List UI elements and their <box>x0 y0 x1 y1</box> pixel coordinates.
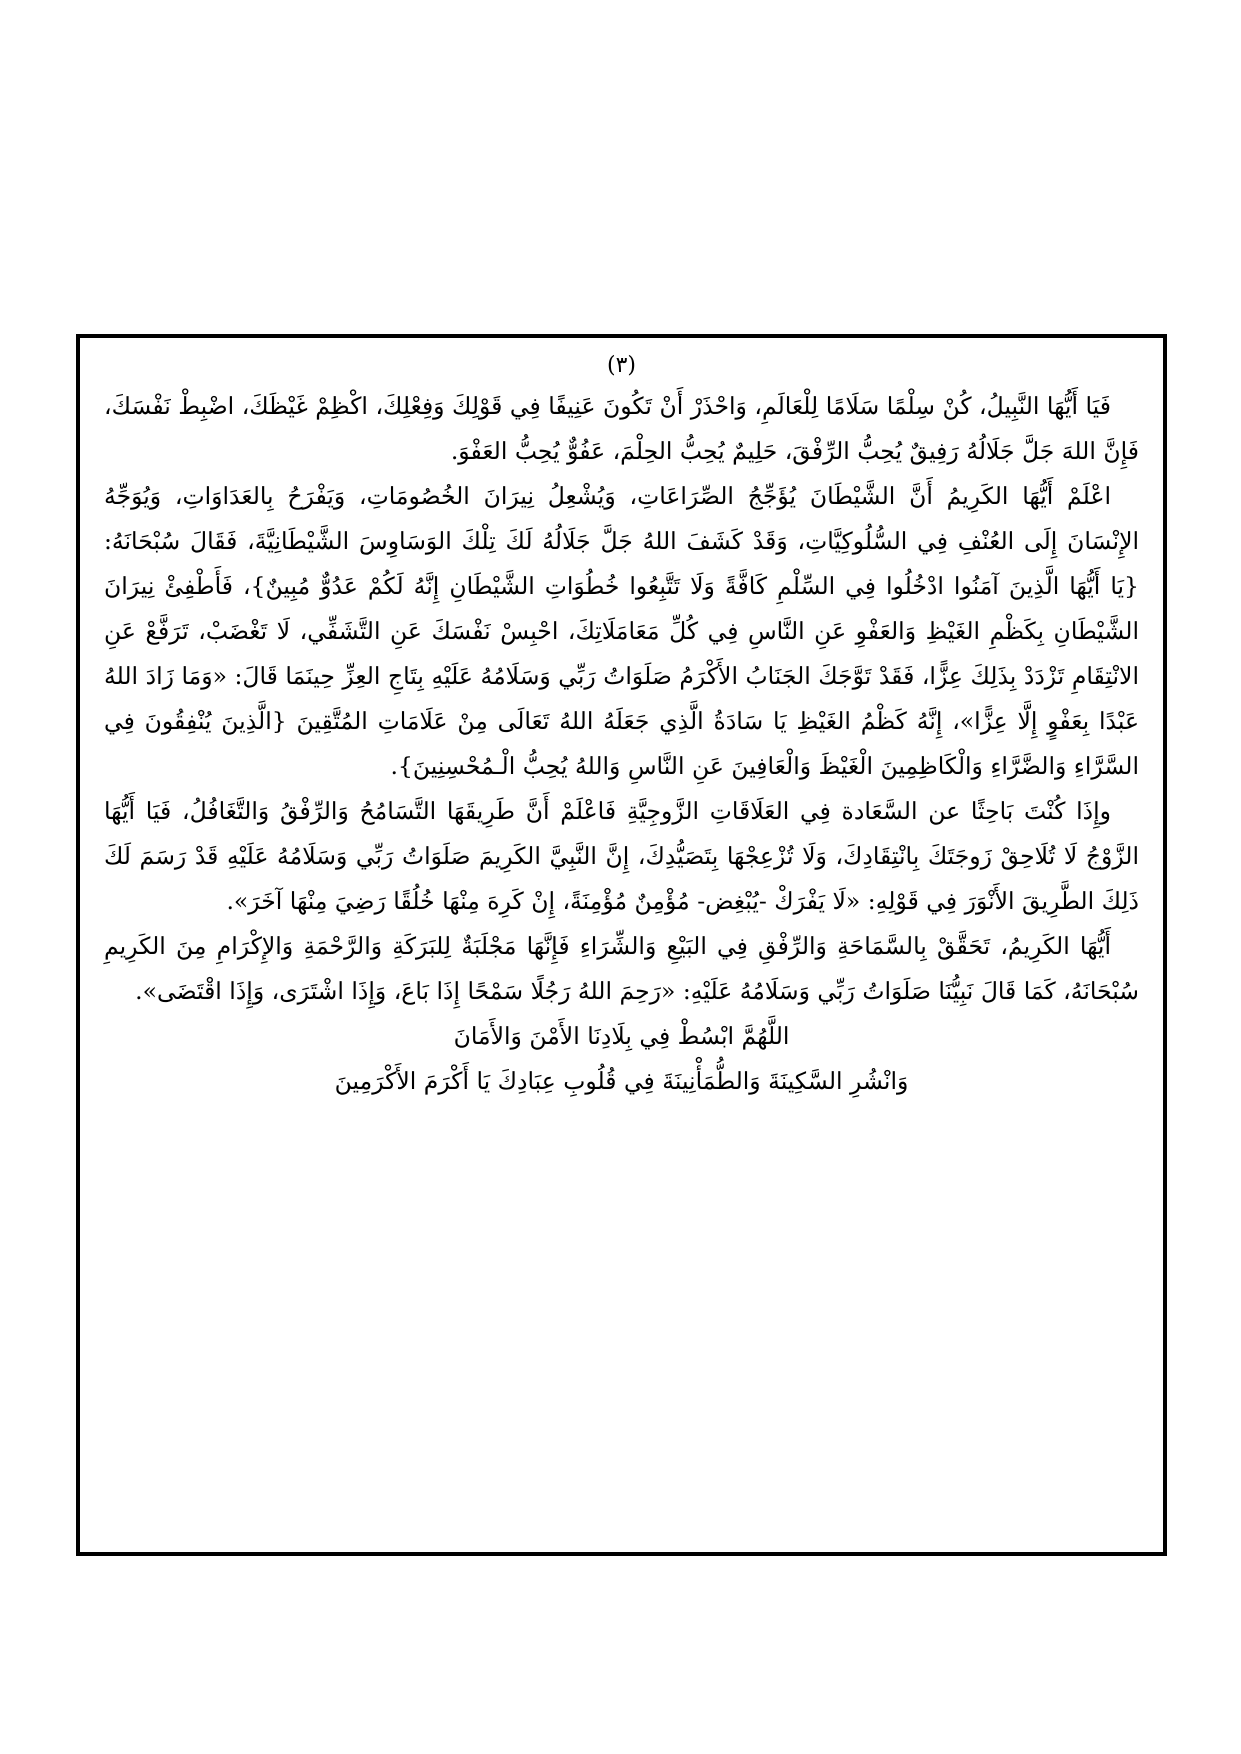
paragraph-1: فَيَا أَيُّهَا النَّبِيلُ، كُنْ سِلْمًا سَلَامًا لِلْعَالَمِ، وَاحْذَرْ أَنْ تَكُونَ عَنِيفًا فِي قَوْلِكَ وَفِعْلِكَ، اكْظِمْ غَيْظَكَ، اضْبِطْ نَفْسَكَ، فَإِنَّ اللهَ جَلَّ جَلَالُهُ رَفِيقٌ يُحِبُّ الرِّفْقَ، حَلِيمٌ يُحِبُّ الحِلْمَ، عَفُوٌّ يُحِبُّ العَفْوَ. <box>104 392 1139 465</box>
page-number: (٣) <box>606 353 636 378</box>
paragraph-4: أَيُّهَا الكَرِيمُ، تَحَقَّقْ بِالسَّمَاحَةِ وَالرِّفْقِ فِي البَيْعِ وَالشِّرَاءِ فَإِنَّهَا مَجْلَبَةٌ لِلبَرَكَةِ وَالرَّحْمَةِ وَالإِكْرَامِ مِنَ الكَرِيمِ سُبْحَانَهُ، كَمَا قَالَ نَبِيُّنَا صَلَوَاتُ رَبِّي وَسَلَامُهُ عَلَيْهِ: «رَحِمَ اللهُ رَجُلًا سَمْحًا إِذَا بَاعَ، وَإِذَا اشْتَرَى، وَإِذَا اقْتَضَى». <box>104 932 1139 1005</box>
closing-line-1: اللَّهُمَّ ابْسُطْ فِي بِلَادِنَا الأَمْنَ وَالأَمَانَ <box>453 1022 790 1050</box>
closing-line-2: وَانْشُرِ السَّكِينَةَ وَالطُّمَأْنِينَةَ فِي قُلُوبِ عِبَادِكَ يَا أَكْرَمَ الأَكْرَمِينَ <box>334 1067 909 1095</box>
paragraph-3: وإِذَا كُنْتَ بَاحِثًا عن السَّعَادة فِي العَلَاقَاتِ الزَّوجِيَّةِ فَاعْلَمْ أَنَّ طَرِيقَهَا التَّسَامُحُ وَالرِّفْقُ وَالتَّغَافُلُ، فَيَا أَيُّهَا الزَّوْجُ لَا تُلَاحِقْ زَوجَتَكَ بِانْتِقَادِكَ، وَلَا تُزْعِجْهَا بِتَصَيُّدِكَ، إِنَّ النَّبِيَّ الكَرِيمَ صَلَوَاتُ رَبِّي وَسَلَامُهُ عَلَيْهِ قَدْ رَسَمَ لَكَ ذَلِكَ الطَّرِيقَ الأَنْوَرَ فِي قَوْلِهِ: «لَا يَفْرَكْ -يُبْغِض- مُؤْمِنٌ مُؤْمِنَةً، إِنْ كَرِهَ مِنْهَا خُلُقًا رَضِيَ مِنْهَا آخَرَ». <box>104 797 1139 915</box>
document-frame <box>76 334 1167 1556</box>
document-body <box>104 384 1139 1104</box>
paragraph-2: اعْلَمْ أَيُّهَا الكَرِيمُ أَنَّ الشَّيْطَانَ يُؤَجِّجُ الصِّرَاعَاتِ، وَيُشْعِلُ نِيرَانَ الخُصُومَاتِ، وَيَفْرَحُ بِالعَدَاوَاتِ، وَيُوَجِّهُ الإِنْسَانَ إِلَى العُنْفِ فِي السُّلُوكِيَّاتِ، وَقَدْ كَشَفَ اللهُ جَلَّ جَلَالُهُ لَكَ تِلْكَ الوَسَاوِسَ الشَّيْطَانِيَّةَ، فَقَالَ سُبْحَانَهُ: {يَا أَيُّهَا الَّذِينَ آمَنُوا ادْخُلُوا فِي السِّلْمِ كَافَّةً وَلَا تَتَّبِعُوا خُطُوَاتِ الشَّيْطَانِ إِنَّهُ لَكُمْ عَدُوٌّ مُبِينٌ}، فَأَطْفِئْ نِيرَانَ الشَّيْطَانِ بِكَظْمِ الغَيْظِ وَالعَفْوِ عَنِ النَّاسِ فِي كُلِّ مَعَامَلَاتِكَ، احْبِسْ نَفْسَكَ عَنِ التَّشَفِّي، لَا تَغْضَبْ، تَرَفَّعْ عَنِ الانْتِقَامِ تَزْدَدْ بِذَلِكَ عِزًّا، فَقَدْ تَوَّجَكَ الجَنَابُ الأَكْرَمُ صَلَوَاتُ رَبِّي وَسَلَامُهُ عَلَيْهِ بِتَاجِ العِزِّ حِينَمَا قَالَ: «وَمَا زَادَ اللهُ عَبْدًا بِعَفْوٍ إِلَّا عِزًّا»، إِنَّهُ كَظْمُ الغَيْظِ يَا سَادَةُ الَّذِي جَعَلَهُ اللهُ تَعَالَى مِنْ عَلَامَاتِ المُتَّقِينَ {الَّذِينَ يُنْفِقُونَ فِي السَّرَّاءِ وَالضَّرَّاءِ وَالْكَاظِمِينَ الْغَيْظَ وَالْعَافِينَ عَنِ النَّاسِ وَاللهُ يُحِبُّ الْـمُحْسِنِينَ}. <box>104 482 1139 780</box>
